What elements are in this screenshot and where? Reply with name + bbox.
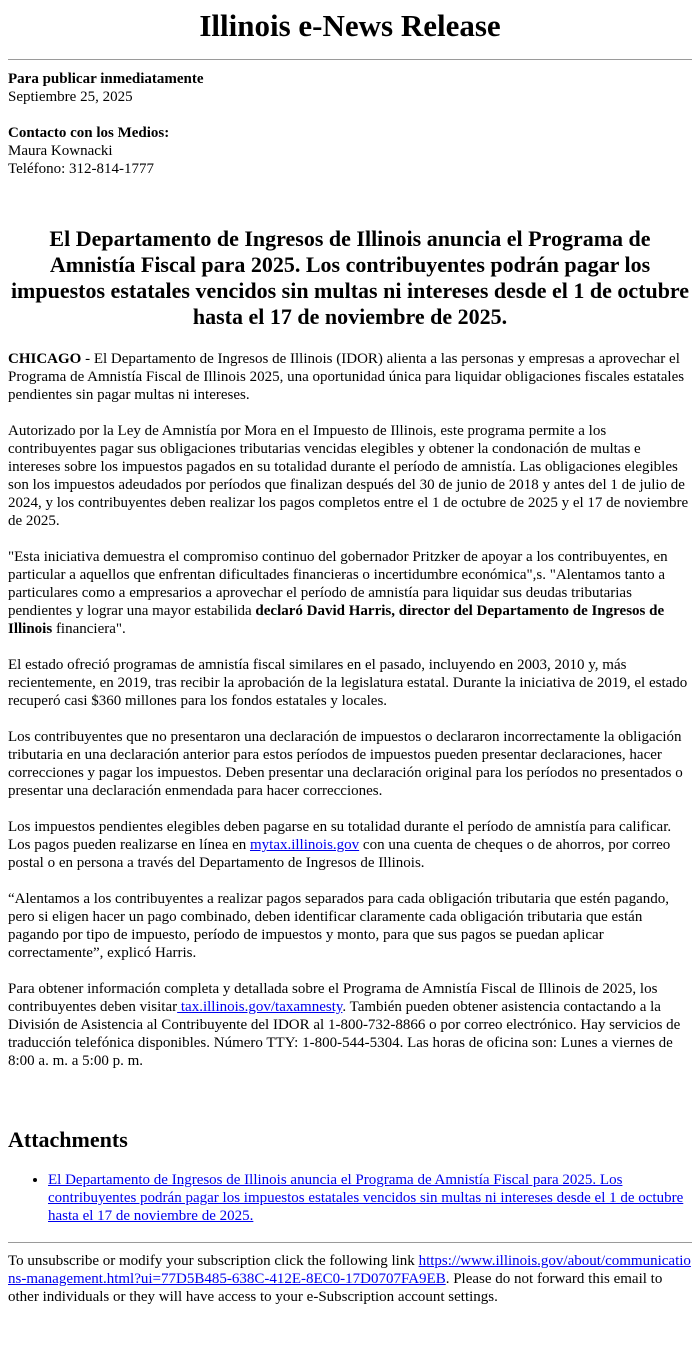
tax-amnesty-link[interactable]: tax.illinois.gov/taxamnesty <box>177 999 343 1015</box>
headline: El Departamento de Ingresos de Illinois anuncia el Programa de Amnistía Fiscal para 2025. Los contribuyentes podrán pagar los impuestos estatales vencidos sin multas ni intereses desde el 1 de octubre hasta el 17 de noviembre de 2025. <box>10 226 690 329</box>
title-divider <box>8 59 692 60</box>
paragraph-6-start: Los impuestos pendientes elegibles deben pagarse en su totalidad durante el período de amnistía para calificar. Los pagos pueden realizarse en línea en <box>8 819 672 853</box>
paragraph-8 <box>8 980 692 1070</box>
contact-label: Contacto con los Medios: <box>8 125 170 141</box>
release-date: Septiembre 25, 2025 <box>8 89 133 105</box>
media-contact <box>8 124 692 178</box>
paragraph-8-start: Para obtener información completa y detallada sobre el Programa de Amnistía Fiscal de Illinois de 2025, los contribuyentes deben visitar <box>8 981 658 1015</box>
attachments-heading: Attachments <box>8 1127 128 1152</box>
release-info <box>8 70 692 106</box>
footer-text-start: To unsubscribe or modify your subscription click the following link <box>8 1253 419 1269</box>
page-title: Illinois e-News Release <box>199 8 501 43</box>
paragraph-7: “Alentamos a los contribuyentes a realizar pagos separados para cada obligación tributaria que estén pagando, pero si eligen hacer un pago combinado, deben identificar claramente cada obligación tributaria que están pagando por tipo de impuesto, período de impuestos y monto, para que sus pagos se puedan aplicar correctamente”, explicó Harris. <box>8 891 669 961</box>
paragraph-8-end: . También pueden obtener asistencia contactando a la División de Asistencia al Contribuyente del IDOR al 1-800-732-8866 o por correo electrónico. Hay servicios de traducción telefónica disponibles. Número TTY: 1-800-544-5304. Las horas de oficina son: Lunes a viernes de 8:00 a. m. a 5:00 p. m. <box>8 999 681 1069</box>
paragraph-2: Autorizado por la Ley de Amnistía por Mora en el Impuesto de Illinois, este programa permite a los contribuyentes pagar sus obligaciones tributarias vencidas elegibles y obtener la condonación de multas e intereses sobre los impuestos pagados en su totalidad durante el período de amnistía. Las obligaciones elegibles son los impuestos adeudados por períodos que finalizan después del 30 de junio de 2018 y antes del 1 de julio de 2024, y los contribuyentes deben realizar los pagos completos entre el 1 de octubre de 2025 y el 17 de noviembre de 2025. <box>8 423 689 529</box>
contact-name: Maura Kownacki <box>8 143 113 159</box>
paragraph-1-text: - El Departamento de Ingresos de Illinois (IDOR) alienta a las personas y empresas a aprovechar el Programa de Amnistía Fiscal de Illinois 2025, una oportunidad única para liquidar obligaciones fiscales estatales pendientes sin pagar multas ni intereses. <box>8 351 685 403</box>
list-item <box>48 1171 692 1225</box>
dateline: CHICAGO <box>8 351 82 367</box>
footer <box>8 1252 692 1318</box>
paragraph-3 <box>8 548 692 638</box>
publish-label: Para publicar inmediatamente <box>8 71 204 87</box>
quote-attribution: declaró David Harris, director del Departamento de Ingresos de Illinois <box>8 603 665 637</box>
unsubscribe-link[interactable]: https://www.illinois.gov/about/communications-management.html?ui=77D5B485-638C-412E-8EC0-17D0707FA9EB <box>8 1253 691 1287</box>
attachment-link[interactable]: El Departamento de Ingresos de Illinois anuncia el Programa de Amnistía Fiscal para 2025. Los contribuyentes podrán pagar los impuestos estatales vencidos sin multas ni intereses desde el 1 de octubre hasta el 17 de noviembre de 2025. <box>48 1172 684 1224</box>
contact-phone: Teléfono: 312-814-1777 <box>8 161 155 177</box>
attachments-list <box>8 1171 692 1225</box>
paragraph-5: Los contribuyentes que no presentaron una declaración de impuestos o declararon incorrectamente la obligación tributaria en una declaración anterior para estos períodos de impuestos pueden presentar declaraciones, hacer correcciones y pagar los impuestos. Deben presentar una declaración original para los períodos no presentados o presentar una declaración enmendada para hacer correcciones. <box>8 729 683 799</box>
paragraph-6 <box>8 818 692 872</box>
quote-text-start: "Esta iniciativa demuestra el compromiso continuo del gobernador Pritzker de apoyar a los contribuyentes, en particular a aquellos que enfrentan dificultades financieras o incertidumbre económica",s. "Alentamos tanto a particulares como a empresarios a aprovechar el período de amnistía para liquidar sus deudas tributarias pendientes y lograr una mayor estabilida <box>8 549 668 619</box>
quote-text-end: financiera". <box>52 621 126 637</box>
paragraph-4: El estado ofreció programas de amnistía fiscal similares en el pasado, incluyendo en 2003, 2010 y, más recientemente, en 2019, tras recibir la aprobación de la legislatura estatal. Durante la iniciativa de 2019, el estado recuperó casi $360 millones para los fondos estatales y locales. <box>8 657 688 709</box>
paragraph-6-end: con una cuenta de cheques o de ahorros, por correo postal o en persona a través del Departamento de Ingresos de Illinois. <box>8 837 671 871</box>
footer-divider <box>8 1242 692 1243</box>
paragraph-1 <box>8 350 692 404</box>
footer-text-end: . Please do not forward this email to other individuals or they will have access to your e-Subscription account settings. <box>8 1271 663 1305</box>
mytax-link[interactable]: mytax.illinois.gov <box>249 837 360 853</box>
